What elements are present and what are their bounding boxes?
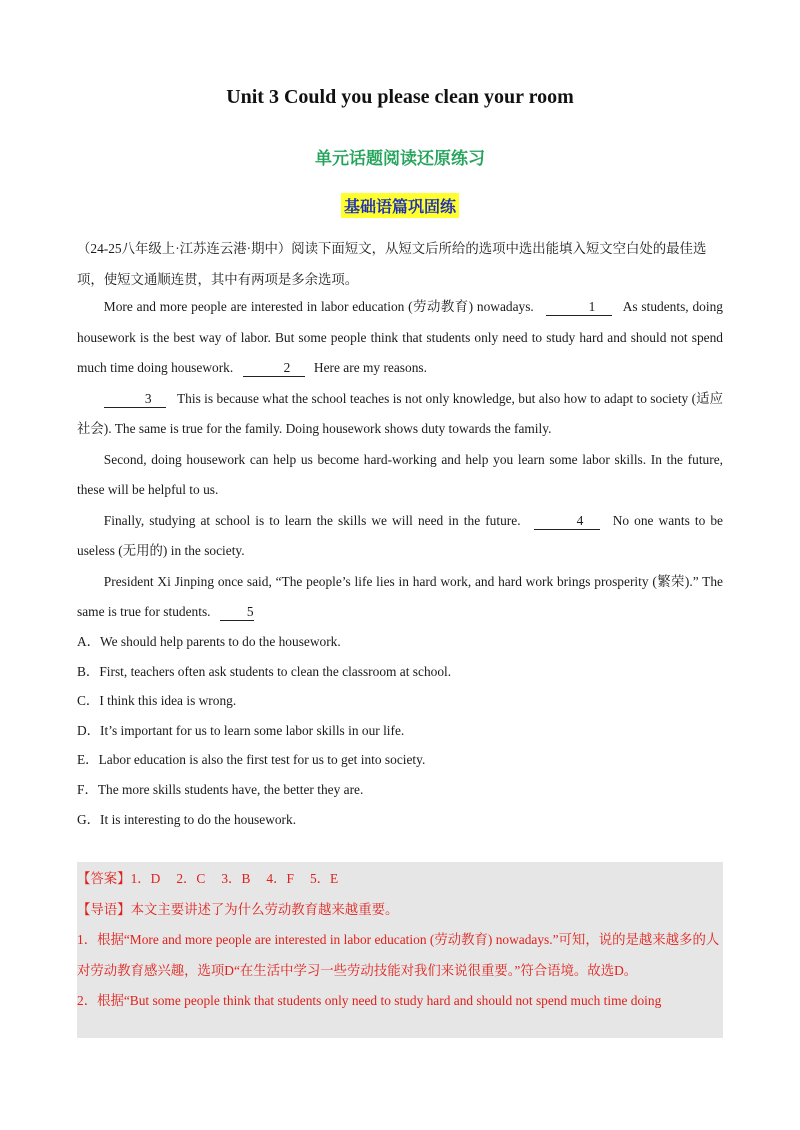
passage-text: President Xi Jinping once said, “The people’s life lies in hard work, and hard work brings prosperity (繁荣).” The same is true for students.: [77, 573, 723, 619]
passage: [77, 292, 723, 628]
passage-text: This is because what the school teaches is not only knowledge, but also how to adapt to society (适应社会). The same is true for the family. Doing housework shows duty towards the family.: [77, 390, 724, 436]
guide-text: 本文主要讲述了为什么劳动教育越来越重要。: [130, 901, 399, 917]
explanation-1: 1．根据“More and more people are interested in labor education (劳动教育) nowadays.”可知，说的是越来越多的人对劳动教育感兴趣，选项D“在生活中学习一些劳动技能对我们来说很重要。”符合语境。故选D。: [77, 932, 720, 978]
blank-4: 4: [534, 513, 600, 530]
instructions: （24-25八年级上·江苏连云港·期中）阅读下面短文，从短文后所给的选项中选出能填入短文空白处的最佳选项，使短文通顺连贯，其中有两项是多余选项。: [77, 241, 707, 287]
page-subtitle: 单元话题阅读还原练习: [315, 149, 485, 169]
guide-line: [77, 895, 723, 926]
answer-key: 3．B: [221, 871, 251, 886]
passage-paragraph-3: Second, doing housework can help us become hard-working and help you learn some labor skills. In the future, these will be helpful to us.: [77, 451, 723, 497]
blank-1: 1: [546, 299, 612, 316]
guide-label: 【导语】: [77, 901, 131, 917]
section-heading: 基础语篇巩固练: [341, 193, 459, 218]
passage-text: As students, doing housework is the best way of labor. But some people think that students only need to study hard and should not spend much time doing housework.: [77, 299, 723, 375]
section-heading-wrap: [0, 193, 800, 218]
passage-paragraph-2: [77, 384, 723, 445]
answer-key: 2．C: [176, 871, 206, 886]
passage-paragraph-1: [77, 292, 723, 384]
option-g: G．It is interesting to do the housework.: [77, 811, 297, 827]
blank-3: 3: [104, 391, 166, 408]
blank-2: 2: [243, 360, 305, 377]
answer-keys: [77, 864, 723, 895]
option-f: F．The more skills students have, the better they are.: [77, 781, 364, 797]
options-list: [77, 627, 723, 834]
blank-5: 5: [220, 604, 254, 621]
answer-content: [77, 862, 723, 1017]
page-title: Unit 3 Could you please clean your room: [226, 86, 574, 108]
answer-box: [77, 862, 723, 1038]
option-e: E．Labor education is also the first test for us to get into society.: [77, 752, 426, 768]
explanation-2: 2．根据“But some people think that students only need to study hard and should not spend much time doing: [77, 993, 662, 1008]
answer-key: 5．E: [309, 871, 339, 886]
answer-key: 4．F: [266, 871, 294, 886]
passage-text: More and more people are interested in labor education (劳动教育) nowadays.: [103, 299, 534, 314]
option-d: D．It’s important for us to learn some labor skills in our life.: [77, 722, 405, 738]
option-c: C．I think this idea is wrong.: [77, 693, 237, 709]
passage-text: No one wants to be useless (无用的) in the society.: [77, 512, 723, 558]
option-b: B．First, teachers often ask students to clean the classroom at school.: [77, 663, 452, 679]
option-a: A．We should help parents to do the housework.: [77, 634, 341, 649]
passage-text: Here are my reasons.: [313, 360, 427, 375]
passage-text: Finally, studying at school is to learn the skills we will need in the future.: [103, 512, 521, 528]
answer-key: 1．D: [130, 871, 161, 886]
passage-paragraph-5: [77, 567, 723, 628]
passage-paragraph-4: [77, 506, 723, 567]
answer-label: 【答案】: [77, 871, 131, 886]
